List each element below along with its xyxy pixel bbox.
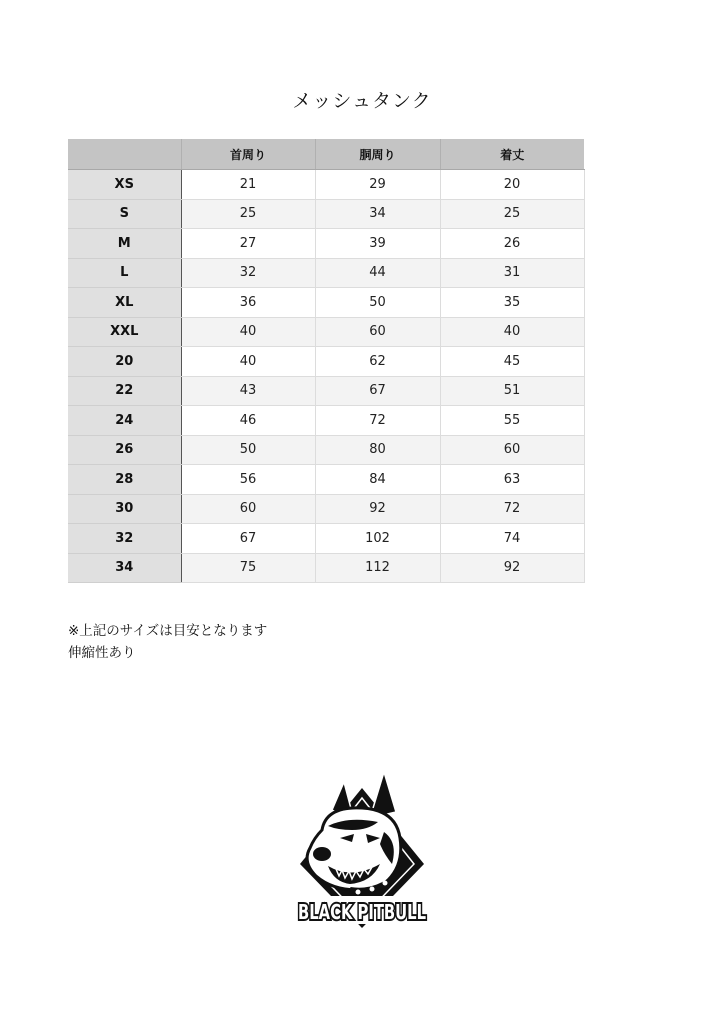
cell-neck: 27 xyxy=(181,229,315,259)
cell-size: XXL xyxy=(68,317,181,347)
cell-size: 24 xyxy=(68,406,181,436)
cell-neck: 56 xyxy=(181,465,315,495)
cell-size: XS xyxy=(68,170,181,200)
table-row xyxy=(68,288,584,318)
cell-neck: 75 xyxy=(181,553,315,583)
cell-size: 34 xyxy=(68,553,181,583)
cell-neck: 32 xyxy=(181,258,315,288)
cell-neck: 50 xyxy=(181,435,315,465)
cell-chest: 102 xyxy=(315,524,440,554)
cell-chest: 34 xyxy=(315,199,440,229)
cell-length: 72 xyxy=(440,494,584,524)
cell-length: 45 xyxy=(440,347,584,377)
cell-chest: 80 xyxy=(315,435,440,465)
table-row xyxy=(68,494,584,524)
cell-length: 31 xyxy=(440,258,584,288)
table-body xyxy=(68,170,584,583)
cell-neck: 67 xyxy=(181,524,315,554)
cell-length: 40 xyxy=(440,317,584,347)
table-row xyxy=(68,376,584,406)
cell-chest: 72 xyxy=(315,406,440,436)
cell-neck: 43 xyxy=(181,376,315,406)
table-row xyxy=(68,199,584,229)
table-row xyxy=(68,229,584,259)
cell-neck: 40 xyxy=(181,347,315,377)
table-row xyxy=(68,435,584,465)
cell-length: 25 xyxy=(440,199,584,229)
cell-length: 26 xyxy=(440,229,584,259)
cell-chest: 62 xyxy=(315,347,440,377)
cell-length: 74 xyxy=(440,524,584,554)
page-title: メッシュタンク xyxy=(292,90,432,112)
cell-length: 92 xyxy=(440,553,584,583)
size-chart-table xyxy=(68,139,585,583)
cell-neck: 21 xyxy=(181,170,315,200)
note-stretch: 伸縮性あり xyxy=(68,645,136,661)
table-row xyxy=(68,406,584,436)
brand-logo xyxy=(292,768,432,933)
cell-chest: 67 xyxy=(315,376,440,406)
cell-length: 63 xyxy=(440,465,584,495)
cell-size: M xyxy=(68,229,181,259)
cell-size: L xyxy=(68,258,181,288)
cell-chest: 39 xyxy=(315,229,440,259)
cell-length: 55 xyxy=(440,406,584,436)
cell-length: 35 xyxy=(440,288,584,318)
notes xyxy=(68,620,267,664)
cell-chest: 29 xyxy=(315,170,440,200)
cell-neck: 40 xyxy=(181,317,315,347)
pitbull-dog-head-icon xyxy=(292,768,432,933)
header-neck: 首周り xyxy=(181,139,315,170)
cell-chest: 92 xyxy=(315,494,440,524)
cell-size: 26 xyxy=(68,435,181,465)
header-size xyxy=(68,139,181,170)
cell-length: 60 xyxy=(440,435,584,465)
cell-size: XL xyxy=(68,288,181,318)
cell-chest: 112 xyxy=(315,553,440,583)
table-row xyxy=(68,347,584,377)
cell-neck: 36 xyxy=(181,288,315,318)
cell-length: 51 xyxy=(440,376,584,406)
table-row xyxy=(68,170,584,200)
cell-size: S xyxy=(68,199,181,229)
cell-chest: 84 xyxy=(315,465,440,495)
cell-chest: 60 xyxy=(315,317,440,347)
cell-neck: 25 xyxy=(181,199,315,229)
table-row xyxy=(68,553,584,583)
cell-size: 20 xyxy=(68,347,181,377)
table-row xyxy=(68,465,584,495)
cell-chest: 44 xyxy=(315,258,440,288)
cell-size: 30 xyxy=(68,494,181,524)
cell-neck: 60 xyxy=(181,494,315,524)
header-length: 着丈 xyxy=(440,139,584,170)
cell-size: 28 xyxy=(68,465,181,495)
cell-size: 22 xyxy=(68,376,181,406)
cell-chest: 50 xyxy=(315,288,440,318)
cell-length: 20 xyxy=(440,170,584,200)
table-row xyxy=(68,258,584,288)
logo-text: BLACK PITBULL xyxy=(298,900,427,924)
header-chest: 胴周り xyxy=(315,139,440,170)
table-row xyxy=(68,524,584,554)
table-row xyxy=(68,317,584,347)
note-size-guide: ※上記のサイズは目安となります xyxy=(68,623,268,639)
cell-neck: 46 xyxy=(181,406,315,436)
table-header-row xyxy=(68,139,584,170)
cell-size: 32 xyxy=(68,524,181,554)
